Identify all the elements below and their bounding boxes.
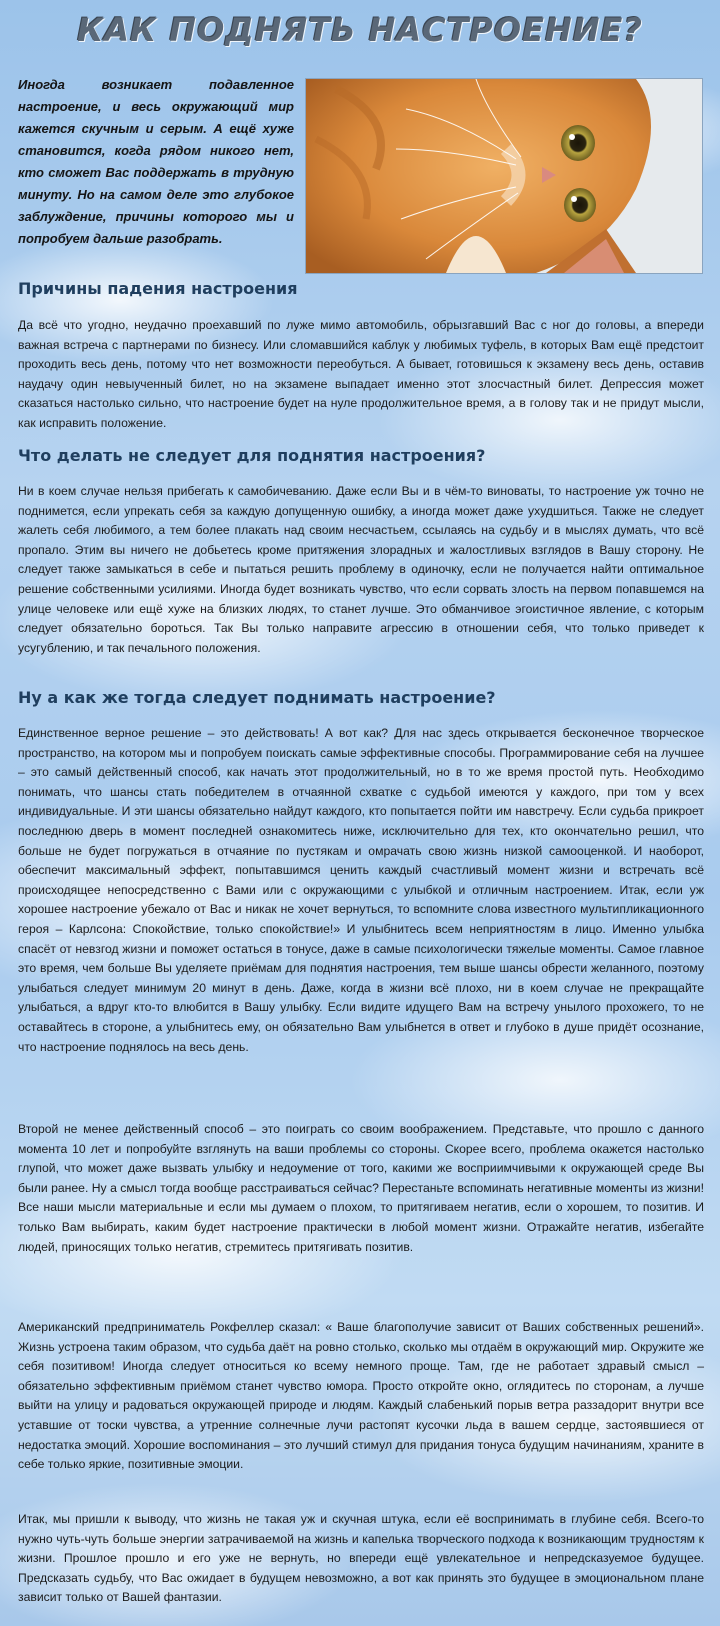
eye-highlight xyxy=(571,196,577,202)
eye-highlight xyxy=(569,134,575,140)
paragraph-conclusion: Итак, мы пришли к выводу, что жизнь не такая уж и скучная штука, если её воспринимать в глубине себя. Всего-то нужно чуть-чуть больше энергии затрачиваемой на жизнь и капелька творческого подхода к возникающим трудностям к жизни. Прошлое прошло и его уже не вернуть, но впереди ещё увлекательное и непредсказуемое будущее. Предсказать судьбу, что Вас ожидает в будущем невозможно, а вот как принять это будущее в эмоциональном плане зависит только от Вашей фантазии. xyxy=(18,1512,704,1605)
heading-donts: Что делать не следует для поднятия настроения? xyxy=(18,446,486,465)
cat-photo xyxy=(305,78,703,274)
paragraph-action: Единственное верное решение – это действовать! А вот как? Для нас здесь открывается бесконечное творческое пространство, на котором мы и попробуем поискать самые эффективные способы. Программирование себя на лучшее – это самый действенный способ, как начать этот продолжительный, но в то же время простой путь. Необходимо понимать, что шансы стать победителем в отчаянной схватке с судьбой имеются у каждого, при том у всех индивидуальные. И эти шансы обязательно найдут каждого, кто попытается пойти им навстречу. Если судьба прикроет последнюю дверь в момент последней ознакомитесь ниже, исключительно для тех, кто окончательно решил, что больше не будет погружаться в отчаяние по пустякам и омрачать свою жизнь низкой самооценкой. И наоборот, обеспечит максимальный эффект, попытавшимся ценить каждый счастливый момент жизни и встречать всё происходящее непосредственно с Вами или с окружающими с улыбкой и отличным настроением. Итак, если уж хорошее настроение убежало от Вас и никак не хочет вернуться, то вспомните слова известного мультипликационного героя – Карлсона: Спокойствие, только спокойствие!» И улыбнитесь всем неприятностям в лицо. Именно улыбка спасёт от невзгод жизни и поможет остаться в тонусе, даже в самые психологически тяжелые моменты. Самое главное это время, чем больше Вы уделяете приёмам для поднятия настроения, тем выше шансы обрести желанного, поэтому улыбаться следует минимум 20 минут в день. Даже, когда в жизни всё плохо, ни в коем случае не прекращайте улыбаться, а вдруг кто-то влюбится в Вашу улыбку. Если видите идущего Вам на встречу унылого прохожего, то не оставайтесь в стороне, а улыбнитесь ему, он обязательно Вам улыбнется в ответ и глубоко в душе придёт осознание, что настроение поднялось на весь день. xyxy=(18,726,704,1054)
paragraph-donts: Ни в коем случае нельзя прибегать к самобичеванию. Даже если Вы и в чём-то виноваты, то настроение уж точно не поднимется, если упрекать себя за каждую допущенную ошибку, а иногда может даже ухудшиться. Также не следует жалеть себя любимого, а тем более плакать над своим несчастьем, ссылаясь на судьбу и в мыслях думать, что всё пропало. Этим вы ничего не добьетесь кроме притяжения злорадных и жалостливых взглядов в Вашу сторону. Не следует также замыкаться в себе и пытаться решить проблему в одиночку, если не получается найти оптимальное решение собственными усилиями. Иногда будет возникать чувство, что если сорвать злость на первом попавшемся на улице человеке или ещё хуже на близких людях, то станет лучше. Это обманчивое эгоистичное явление, с которым следует обязательно бороться. Так Вы только направите агрессию в отношении себя, что только приведет к усугублению, и так печального положения. xyxy=(18,484,704,655)
cat-illustration xyxy=(306,79,702,273)
cat-eye-left xyxy=(561,125,595,161)
page-title: КАК ПОДНЯТЬ НАСТРОЕНИЕ? xyxy=(77,11,643,49)
cat-eye-right xyxy=(564,188,596,222)
paragraph-rockefeller: Американский предприниматель Рокфеллер сказал: « Ваше благополучие зависит от Ваших собственных решений». Жизнь устроена таким образом, что судьба даёт на ровно столько, сколько мы отдаём в окружающий мир. Окружите же себя позитивом! Иногда следует относиться ко всему немного проще. Там, где не работает здравый смысл – обязательно эффективным приёмом станет чувство юмора. Просто откройте окно, оглядитесь по сторонам, а лучше выйти на улицу и радоваться окружающей природе и людям. Каждый слабенький порыв ветра раззадорит внутри все уставшие от тоски чувства, а утренние солнечные лучи растопят кусочки льда в вашем сердце, застоявшиеся от недостатка эмоций. Хорошие воспоминания – это лучший стимул для придания тонуса будущим начинаниям, храните в себе только яркие, позитивные эмоции. xyxy=(18,1320,704,1472)
paragraph-reasons: Да всё что угодно, неудачно проехавший по луже мимо автомобиль, обрызгавший Вас с ног до головы, а впереди важная встреча с партнерами по бизнесу. Или сломавшийся каблук у любимых туфель, в которых Вам ещё предстоит проходить весь день, потому что нет возможности переобуться. А бывает, готовишься к экзамену весь день, оставив наудачу один невыученный билет, но на экзамене выпадает именно этот злосчастный билет. Депрессия может сказаться настолько сильно, что настроение будет на нуле продолжительное время, а в голову так и не придут мысли, как исправить положение. xyxy=(18,318,704,430)
heading-how-to: Ну а как же тогда следует поднимать настроение? xyxy=(18,688,496,707)
heading-reasons: Причины падения настроения xyxy=(18,279,298,298)
intro-paragraph: Иногда возникает подавленное настроение, и весь окружающий мир кажется скучным и серым. А ещё хуже становится, когда рядом никого нет, кто сможет Вас поддержать в трудную минуту. Но на самом деле это глубокое заблуждение, причины которого мы и попробуем дальше разобрать. xyxy=(18,77,294,246)
paragraph-imagination: Второй не менее действенный способ – это поиграть со своим воображением. Представьте, что прошло с данного момента 10 лет и попробуйте взглянуть на ваши проблемы со стороны. Скорее всего, проблема окажется настолько глупой, что может даже вызвать улыбку и недоумение от того, какими же восприимчивыми к окружающей среде Вы были ранее. Ну а смысл тогда вообще расстраиваться сейчас? Перестаньте вспоминать негативные моменты из жизни! Все наши мысли материальные и если мы думаем о плохом, то притягиваем негатив, если о хорошем, то позитив. И только Вам выбирать, каким будет настроение практически в любой момент жизни. Отражайте негатив, избегайте людей, приносящих только негатив, стремитесь притягивать позитив. xyxy=(18,1122,704,1254)
